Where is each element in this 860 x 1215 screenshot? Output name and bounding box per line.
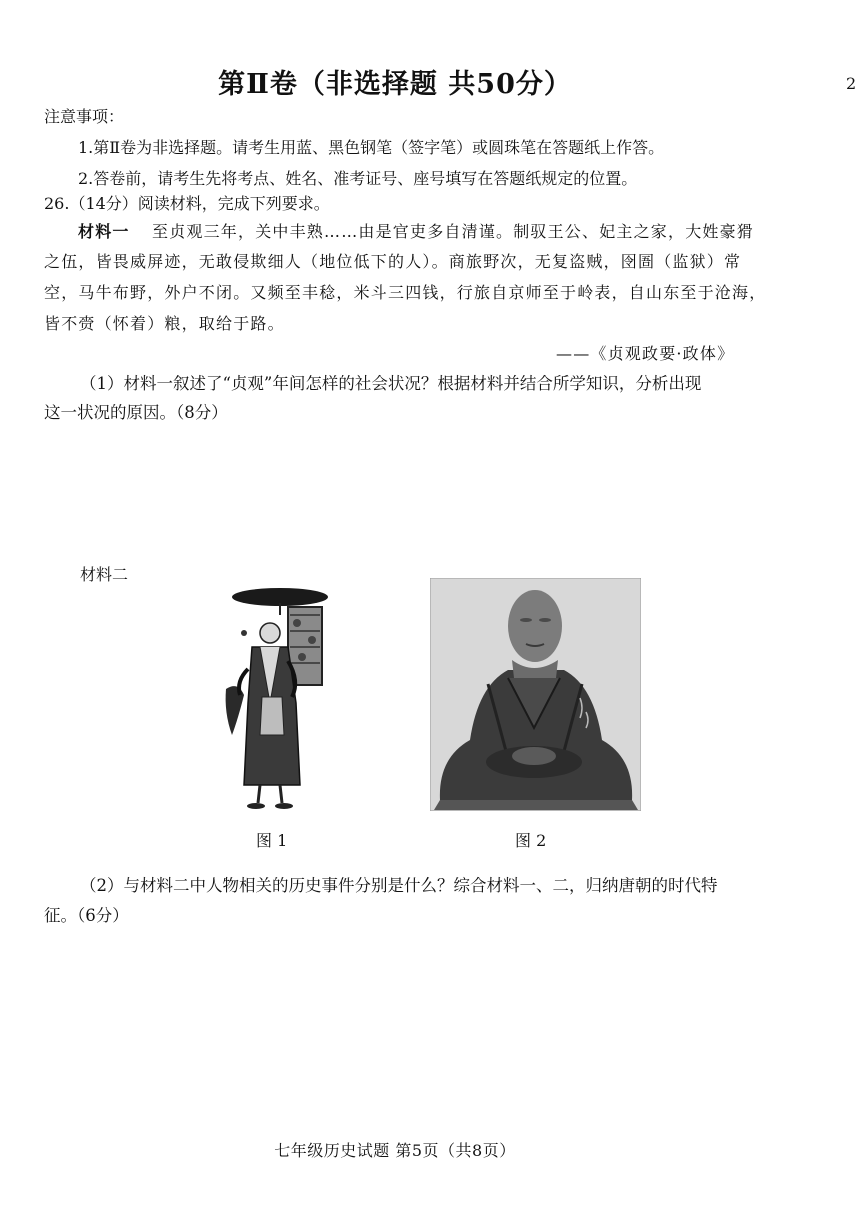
subquestion-1-line-1: （1）材料一叙述了“贞观”年间怎样的社会状况？根据材料并结合所学知识，分析出现 bbox=[80, 374, 702, 393]
notice-item-2: 2.答卷前，请考生先将考点、姓名、准考证号、座号填写在答题纸规定的位置。 bbox=[78, 169, 638, 188]
material1-source: ——《贞观政要·政体》 bbox=[556, 344, 735, 363]
material2-label: 材料二 bbox=[80, 565, 129, 584]
material1-line-2: 之伍，皆畏威屏迹，无敢侵欺细人（地位低下的人）。商旅野次，无复盗贼，囹圄（监狱）常 bbox=[44, 252, 742, 271]
subquestion-2-line-1: （2）与材料二中人物相关的历史事件分别是什么？综合材料一、二，归纳唐朝的时代特 bbox=[80, 876, 718, 895]
material1-line-3: 空，马牛布野，外户不闭。又频至丰稔，米斗三四钱，行旅自京师至于岭表，自山东至于沧海， bbox=[44, 283, 767, 302]
figure-2-seated-monk-statue bbox=[430, 578, 641, 811]
figure-1-monk-illustration bbox=[222, 585, 332, 815]
notice-heading: 注意事项： bbox=[44, 107, 125, 126]
page-side-number: 2 bbox=[846, 74, 857, 93]
material1-label: 材料一 bbox=[78, 222, 130, 241]
subquestion-2-line-2: 征。（6分） bbox=[44, 906, 129, 925]
page-footer: 七年级历史试题 第5页（共8页） bbox=[274, 1141, 516, 1160]
notice-item-1: 1.第Ⅱ卷为非选择题。请考生用蓝、黑色钢笔（签字笔）或圆珠笔在答题纸上作答。 bbox=[78, 138, 665, 157]
figure-2-caption: 图 2 bbox=[515, 831, 547, 850]
section-title: 第Ⅱ卷（非选择题 共50分） bbox=[218, 69, 572, 100]
question-header: 26.（14分）阅读材料，完成下列要求。 bbox=[44, 194, 330, 213]
material1-line-4: 皆不赍（怀着）粮，取给于路。 bbox=[44, 314, 285, 333]
subquestion-1-line-2: 这一状况的原因。（8分） bbox=[44, 403, 228, 422]
material1-line-1: 至贞观三年，关中丰熟……由是官吏多自清谨。制驭王公、妃主之家，大姓豪猾 bbox=[152, 222, 755, 241]
figure-1-caption: 图 1 bbox=[256, 831, 288, 850]
